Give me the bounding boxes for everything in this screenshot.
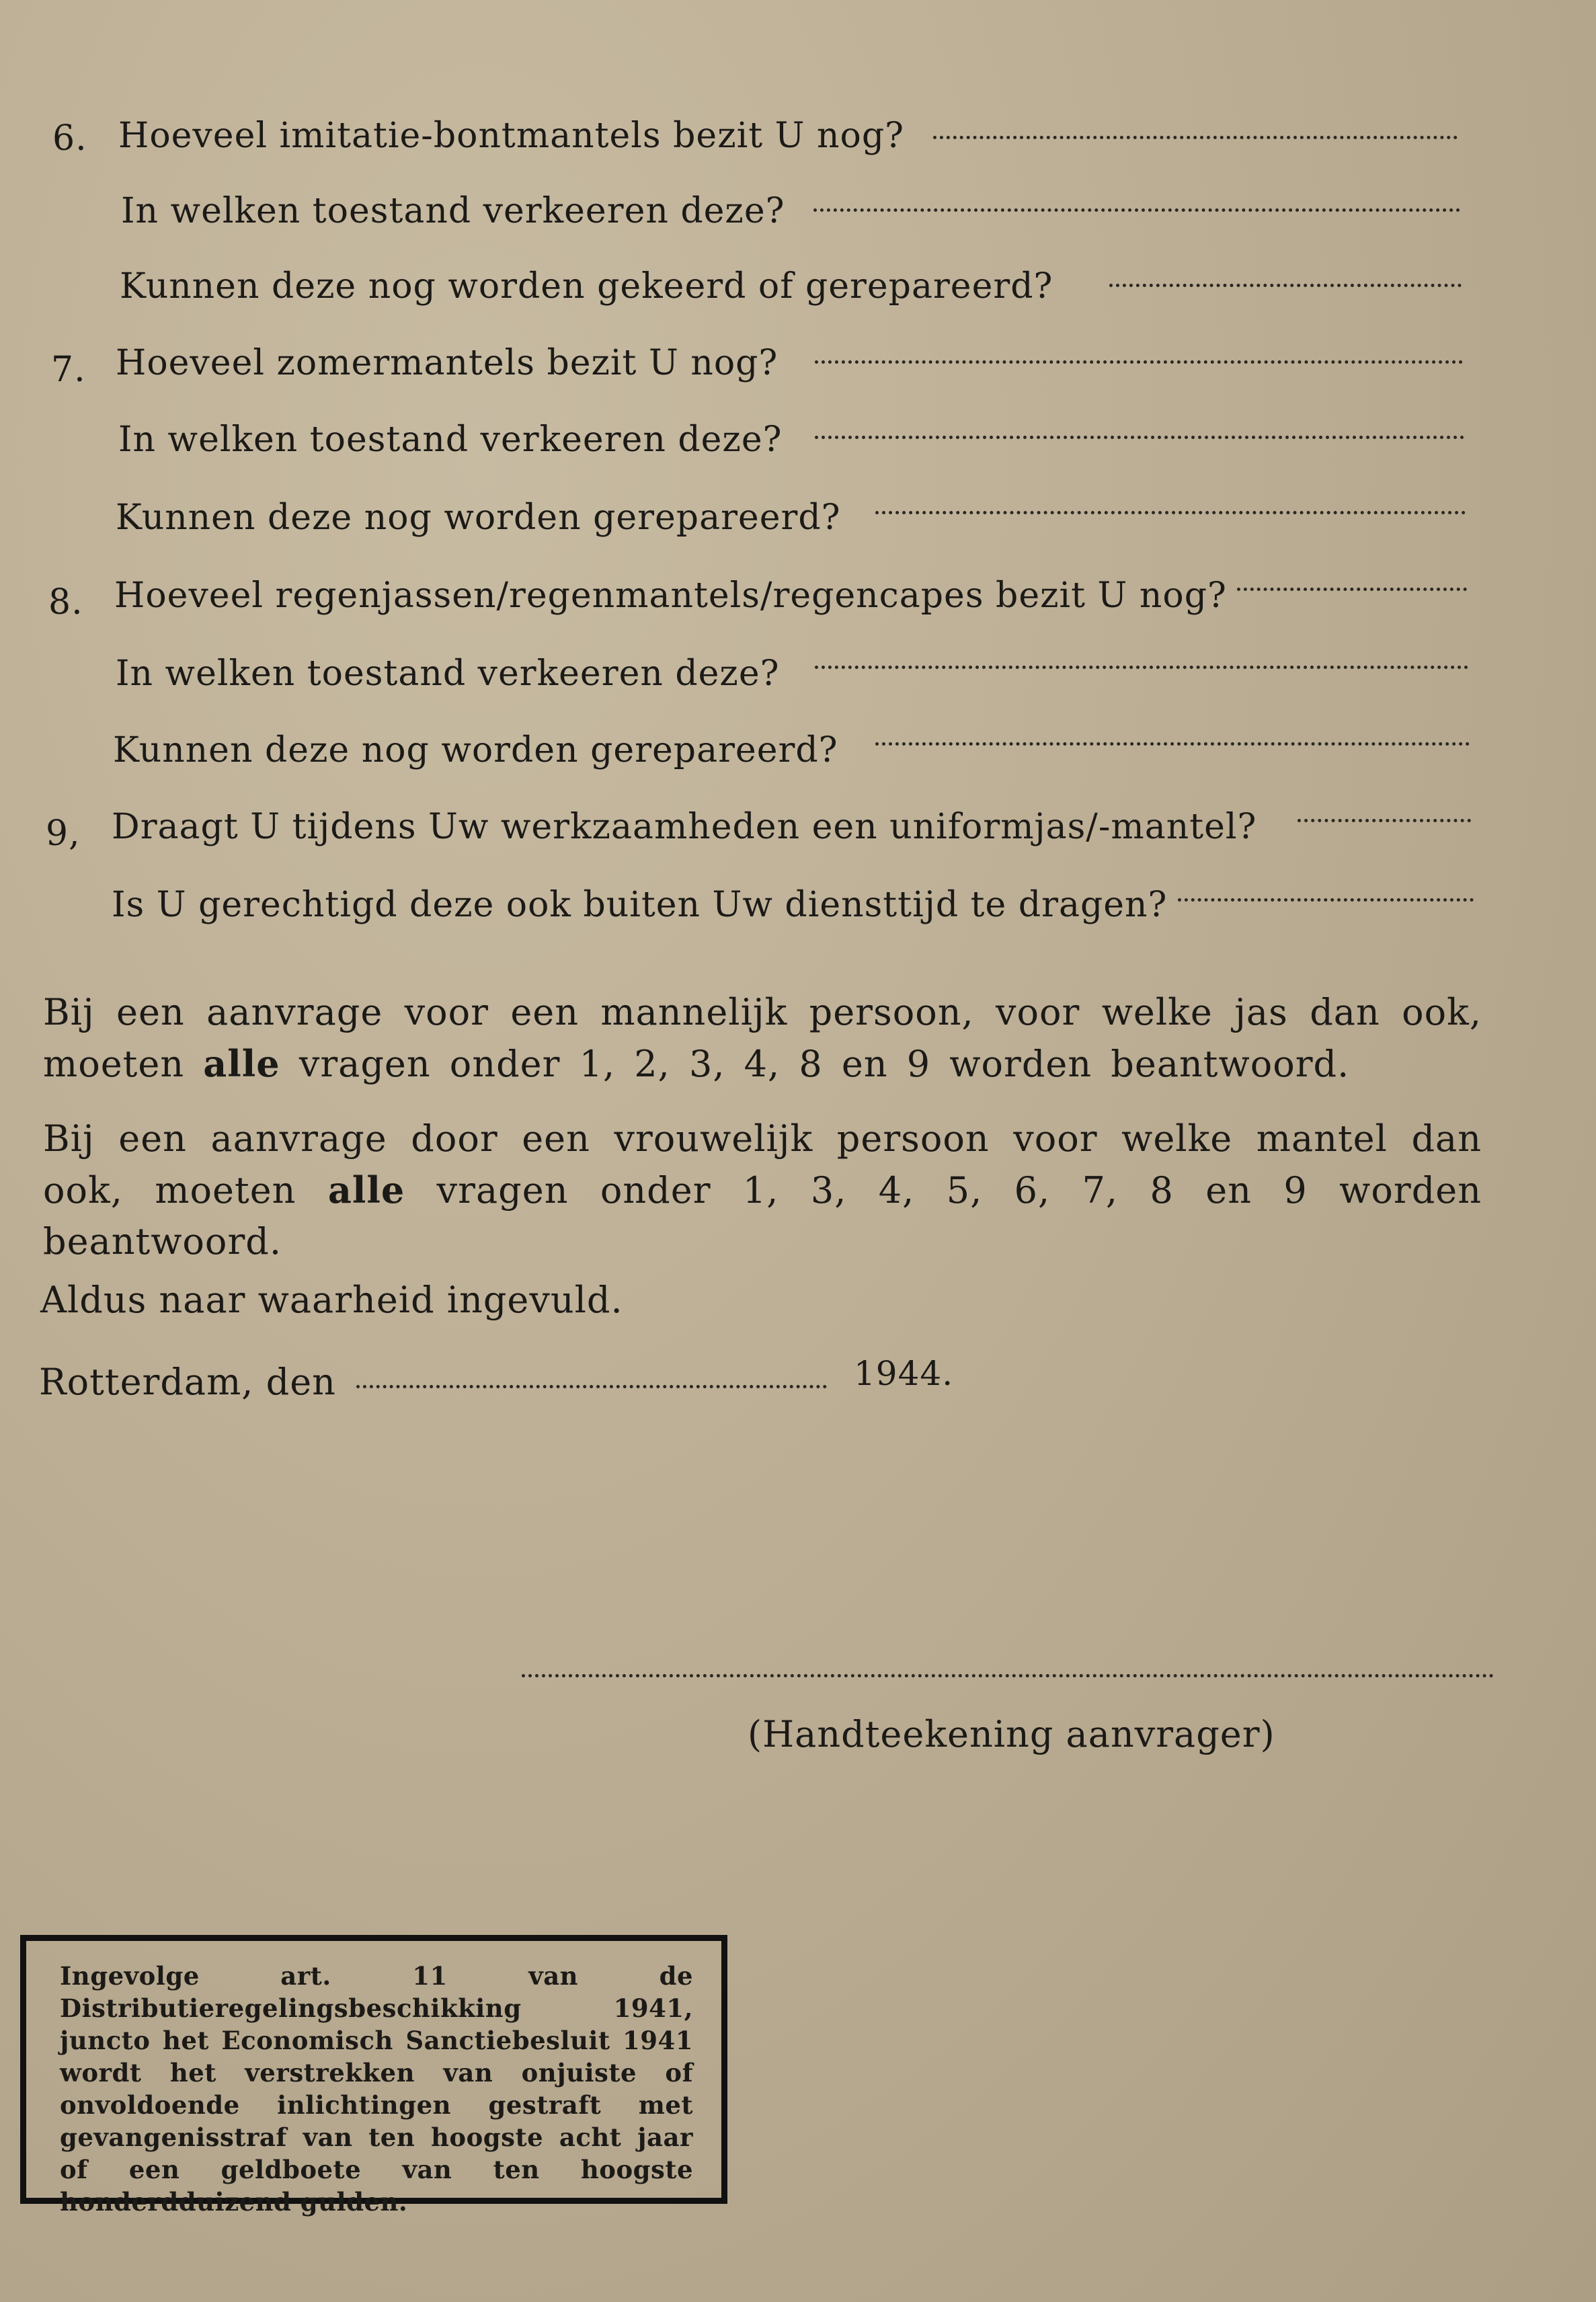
answer-line[interactable] [875, 742, 1470, 746]
question-text: Is U gerechtigd deze ook buiten Uw diensttijd te dragen? [112, 885, 1168, 925]
question-number: 6. [52, 118, 87, 159]
question-text: Kunnen deze nog worden gerepareerd? [116, 498, 841, 538]
place-label: Rotterdam, den [39, 1361, 336, 1403]
signature-line[interactable] [522, 1674, 1494, 1677]
emphasis-alle: alle [327, 1168, 405, 1212]
signature-label: (Handteekening aanvrager) [748, 1713, 1275, 1755]
question-text: Kunnen deze nog worden gekeerd of gerepareerd? [120, 266, 1053, 307]
answer-line[interactable] [815, 360, 1463, 364]
answer-line[interactable] [813, 208, 1460, 212]
year-label: 1944. [854, 1354, 954, 1393]
answer-line[interactable] [815, 436, 1464, 439]
emphasis-alle: alle [203, 1042, 280, 1085]
answer-line[interactable] [1178, 898, 1474, 902]
question-number: 8. [48, 582, 83, 623]
legal-notice-text: Ingevolge art. 11 van de Distributieregelingsbeschikking 1941, juncto het Economisch Sanctiebesluit 1941 wordt het verstrekken van onjuiste of onvoldoende inlichtingen gestraft met gevangenisstraf van ten hoogste acht jaar of een geldboete van ten hoogste honderdduizend gulden. [60, 1961, 693, 2217]
answer-line[interactable] [933, 136, 1458, 139]
answer-line[interactable] [1237, 588, 1467, 591]
legal-notice-box [20, 1935, 727, 2217]
question-text: In welken toestand verkeeren deze? [121, 191, 785, 231]
date-field[interactable] [356, 1385, 827, 1388]
question-number: 7. [51, 350, 86, 390]
answer-line[interactable] [875, 511, 1466, 514]
question-text: Hoeveel imitatie-bontmantels bezit U nog? [118, 116, 904, 156]
question-text: Draagt U tijdens Uw werkzaamheden een uniformjas/-mantel? [112, 807, 1257, 847]
question-text: Hoeveel zomermantels bezit U nog? [116, 343, 779, 383]
question-text: In welken toestand verkeeren deze? [116, 653, 780, 694]
question-text: In welken toestand verkeeren deze? [118, 420, 783, 460]
answer-line[interactable] [1109, 284, 1462, 287]
answer-line[interactable] [815, 666, 1468, 669]
question-text: Kunnen deze nog worden gerepareerd? [113, 730, 838, 770]
answer-line[interactable] [1298, 819, 1471, 822]
instruction-male: Bij een aanvrage voor een mannelijk persoon, voor welke jas dan ook, moeten alle vragen onder 1, 2, 3, 4, 8 en 9 worden beantwoord. [43, 991, 1482, 1085]
question-text: Hoeveel regenjassen/regenmantels/regencapes bezit U nog? [114, 576, 1227, 616]
question-number: 9, [46, 813, 81, 854]
declaration-text: Aldus naar waarheid ingevuld. [40, 1279, 623, 1321]
instruction-female: Bij een aanvrage door een vrouwelijk persoon voor welke mantel dan ook, moeten alle vragen onder 1, 3, 4, 5, 6, 7, 8 en 9 worden beantwoord. [43, 1117, 1482, 1263]
